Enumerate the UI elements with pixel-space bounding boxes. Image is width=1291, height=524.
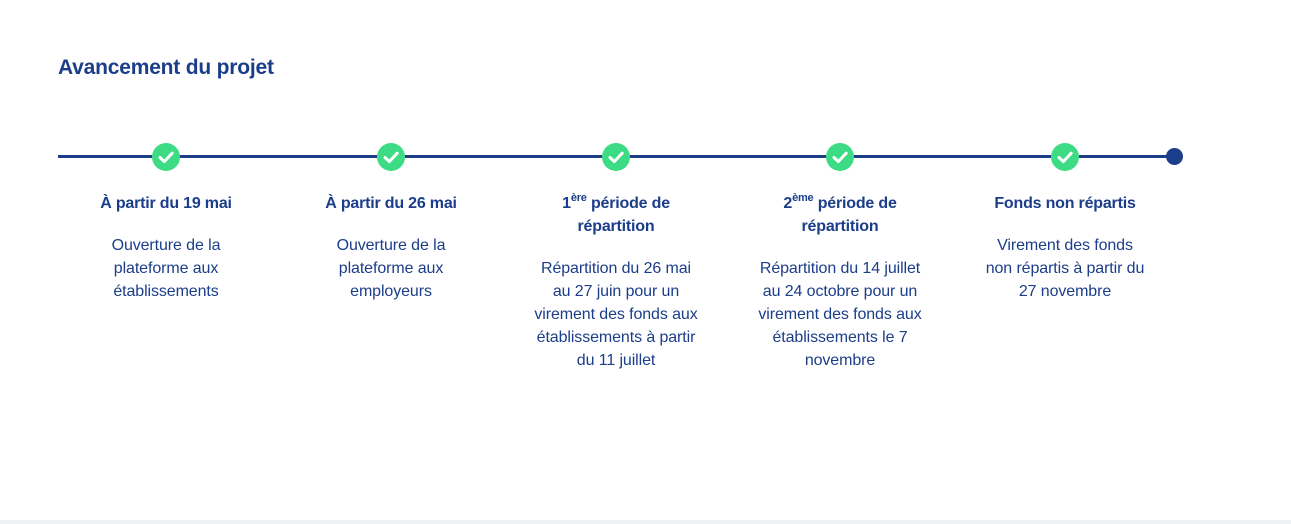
page-title: Avancement du projet bbox=[58, 56, 274, 79]
check-circle-icon bbox=[1051, 143, 1079, 171]
step-title bbox=[750, 192, 930, 238]
step-title-number: 2 bbox=[783, 195, 793, 212]
step-title bbox=[526, 192, 706, 238]
step-title: À partir du 26 mai bbox=[325, 195, 457, 212]
step-description: Ouverture de la plateforme aux établissements bbox=[111, 237, 221, 300]
timeline-step bbox=[301, 143, 481, 303]
check-circle-icon bbox=[602, 143, 630, 171]
step-title: À partir du 19 mai bbox=[100, 195, 232, 212]
check-circle-icon bbox=[377, 143, 405, 171]
step-description: Répartition du 14 juillet au 24 octobre pour un virement des fonds aux établissements le 7 novembre bbox=[758, 260, 922, 369]
timeline-step bbox=[526, 143, 706, 372]
timeline-step bbox=[750, 143, 930, 372]
step-title-text: période de répartition bbox=[801, 195, 897, 235]
step-description: Répartition du 26 mai au 27 juin pour un virement des fonds aux établissements à partir du 11 juillet bbox=[534, 260, 698, 369]
step-title-text: période de répartition bbox=[577, 195, 670, 235]
step-description: Virement des fonds non répartis à partir du 27 novembre bbox=[985, 237, 1145, 300]
page-bottom-divider bbox=[0, 520, 1291, 524]
step-title: Fonds non répartis bbox=[994, 195, 1136, 212]
timeline-step bbox=[975, 143, 1155, 303]
check-circle-icon bbox=[152, 143, 180, 171]
step-description: Ouverture de la plateforme aux employeurs bbox=[336, 237, 446, 300]
step-title-superscript: ère bbox=[570, 191, 587, 204]
step-title-superscript: ème bbox=[792, 191, 814, 204]
step-title-number: 1 bbox=[562, 195, 571, 212]
timeline-step bbox=[76, 143, 256, 303]
timeline-end-dot bbox=[1166, 148, 1183, 165]
check-circle-icon bbox=[826, 143, 854, 171]
